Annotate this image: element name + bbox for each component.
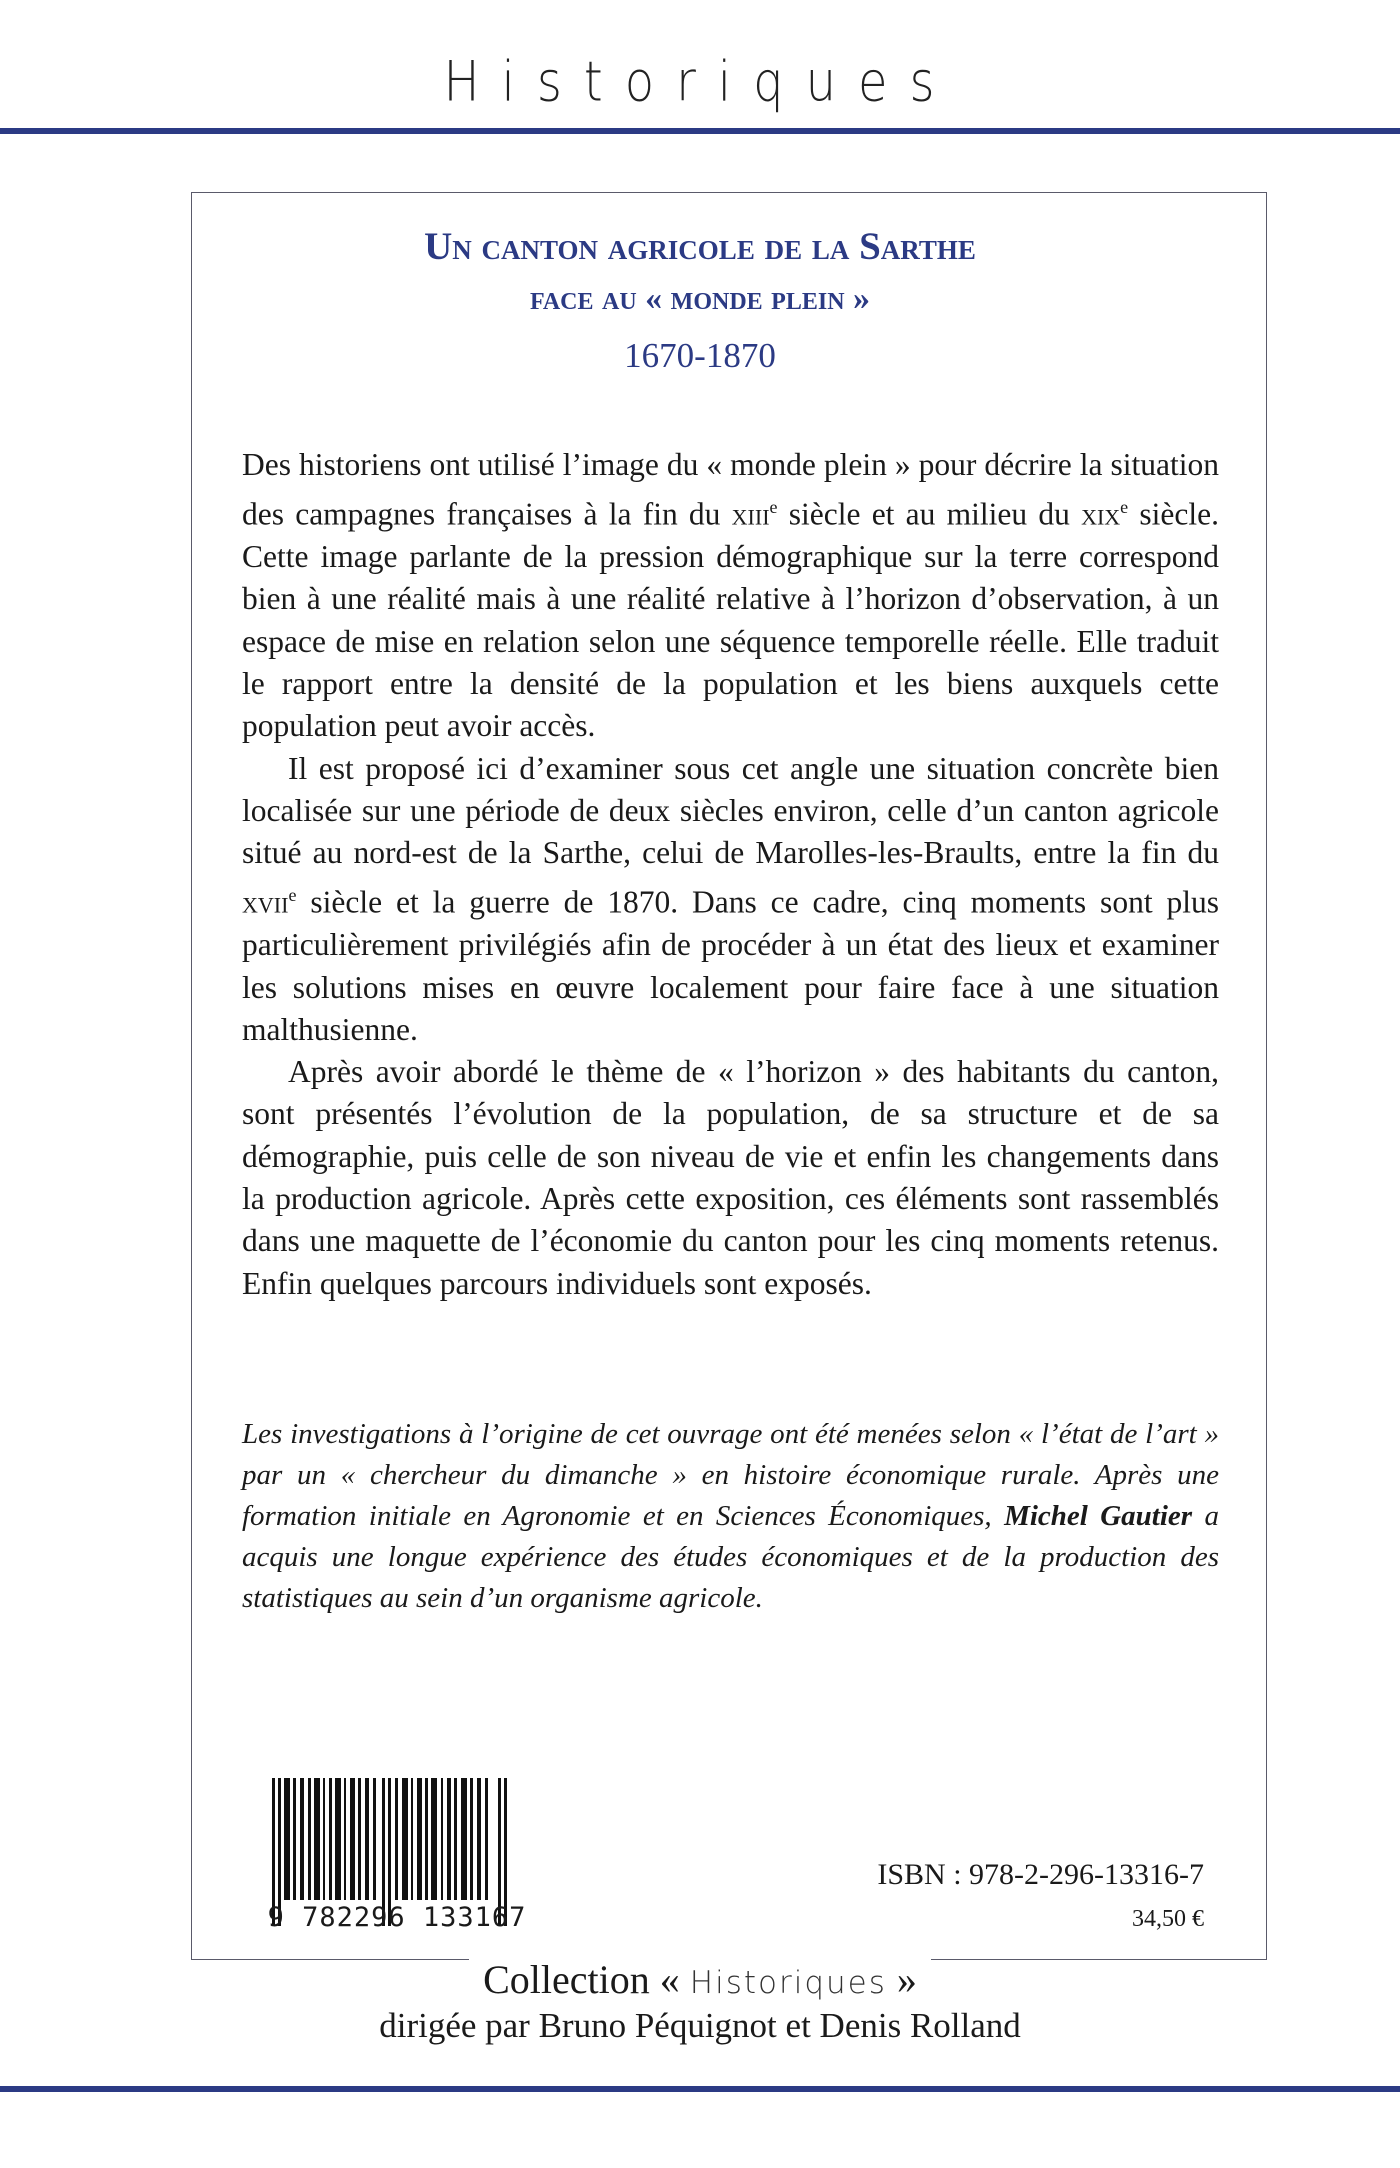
book-title: Un canton agricole de la Sarthe (424, 225, 976, 268)
author-name: Michel Gautier (1004, 1500, 1193, 1532)
top-rule (0, 128, 1400, 134)
summary-text (242, 444, 1219, 1305)
summary-paragraph-1: Des historiens ont utilisé l’image du « monde plein » pour décrire la situation des campagnes françaises à la fin du xiii$^e$ siècle et au milieu du xix$^e$ siècle. Cette image parlante de la pression démographique sur la terre correspond bien à une réalité mais à une réalité relative à l’horizon d’observation, à un espace de mise en relation selon une séquence temporelle réelle. Elle traduit le rapport entre la densité de la population et les biens auxquels cette population peut avoir accès. (242, 447, 1219, 744)
book-subtitle: face au « monde plein » (529, 280, 871, 317)
series-header: Historiques (443, 50, 957, 115)
author-bio: Les investigations à l’origine de cet ouvrage ont été menées selon « l’état de l’art » par un « chercheur du dimanche » en histoire économique rurale. Après une formation initiale en Agronomie et en Sciences Économiques, Michel Gautier a acquis une longue expérience des études économiques et de la production des statistiques au sein d’un organisme agricole. (242, 1418, 1219, 1614)
isbn: ISBN : 978-2-296-13316-7 (877, 1858, 1204, 1891)
barcode-number: 9 782296 133167 (267, 1902, 527, 1933)
price: 34,50 € (1132, 1906, 1204, 1932)
summary-paragraph-2: Il est proposé ici d’examiner sous cet angle une situation concrète bien localisée sur une période de deux siècles environ, celle d’un canton agricole situé au nord-est de la Sarthe, celui de Marolles-les-Braults, entre la fin du xvii$^e$ siècle et la guerre de 1870. Dans ce cadre, cinq moments sont plus particulièrement privilégiés afin de procéder à un état des lieux et examiner les solutions mises en œuvre localement pour faire face à une situation malthusienne. (242, 750, 1219, 1047)
summary-paragraph-3: Après avoir abordé le thème de « l’horizon » des habitants du canton, sont présentés l’évolution de la population, de sa structure et de sa démographie, puis celle de son niveau de vie et enfin les changements dans la production agricole. Après cette exposition, ces éléments sont rassemblés dans une maquette de l’économie du canton pour les cinq moments retenus. Enfin quelques parcours individuels sont exposés. (242, 1054, 1219, 1301)
bottom-rule (0, 2086, 1400, 2092)
collection-series-name: Historiques (689, 1965, 887, 2001)
collection-line: Collection « Historiques » (0, 1956, 1400, 2003)
book-dates: 1670-1870 (624, 336, 776, 375)
collection-directors: dirigée par Bruno Péquignot et Denis Rolland (0, 2006, 1400, 2046)
